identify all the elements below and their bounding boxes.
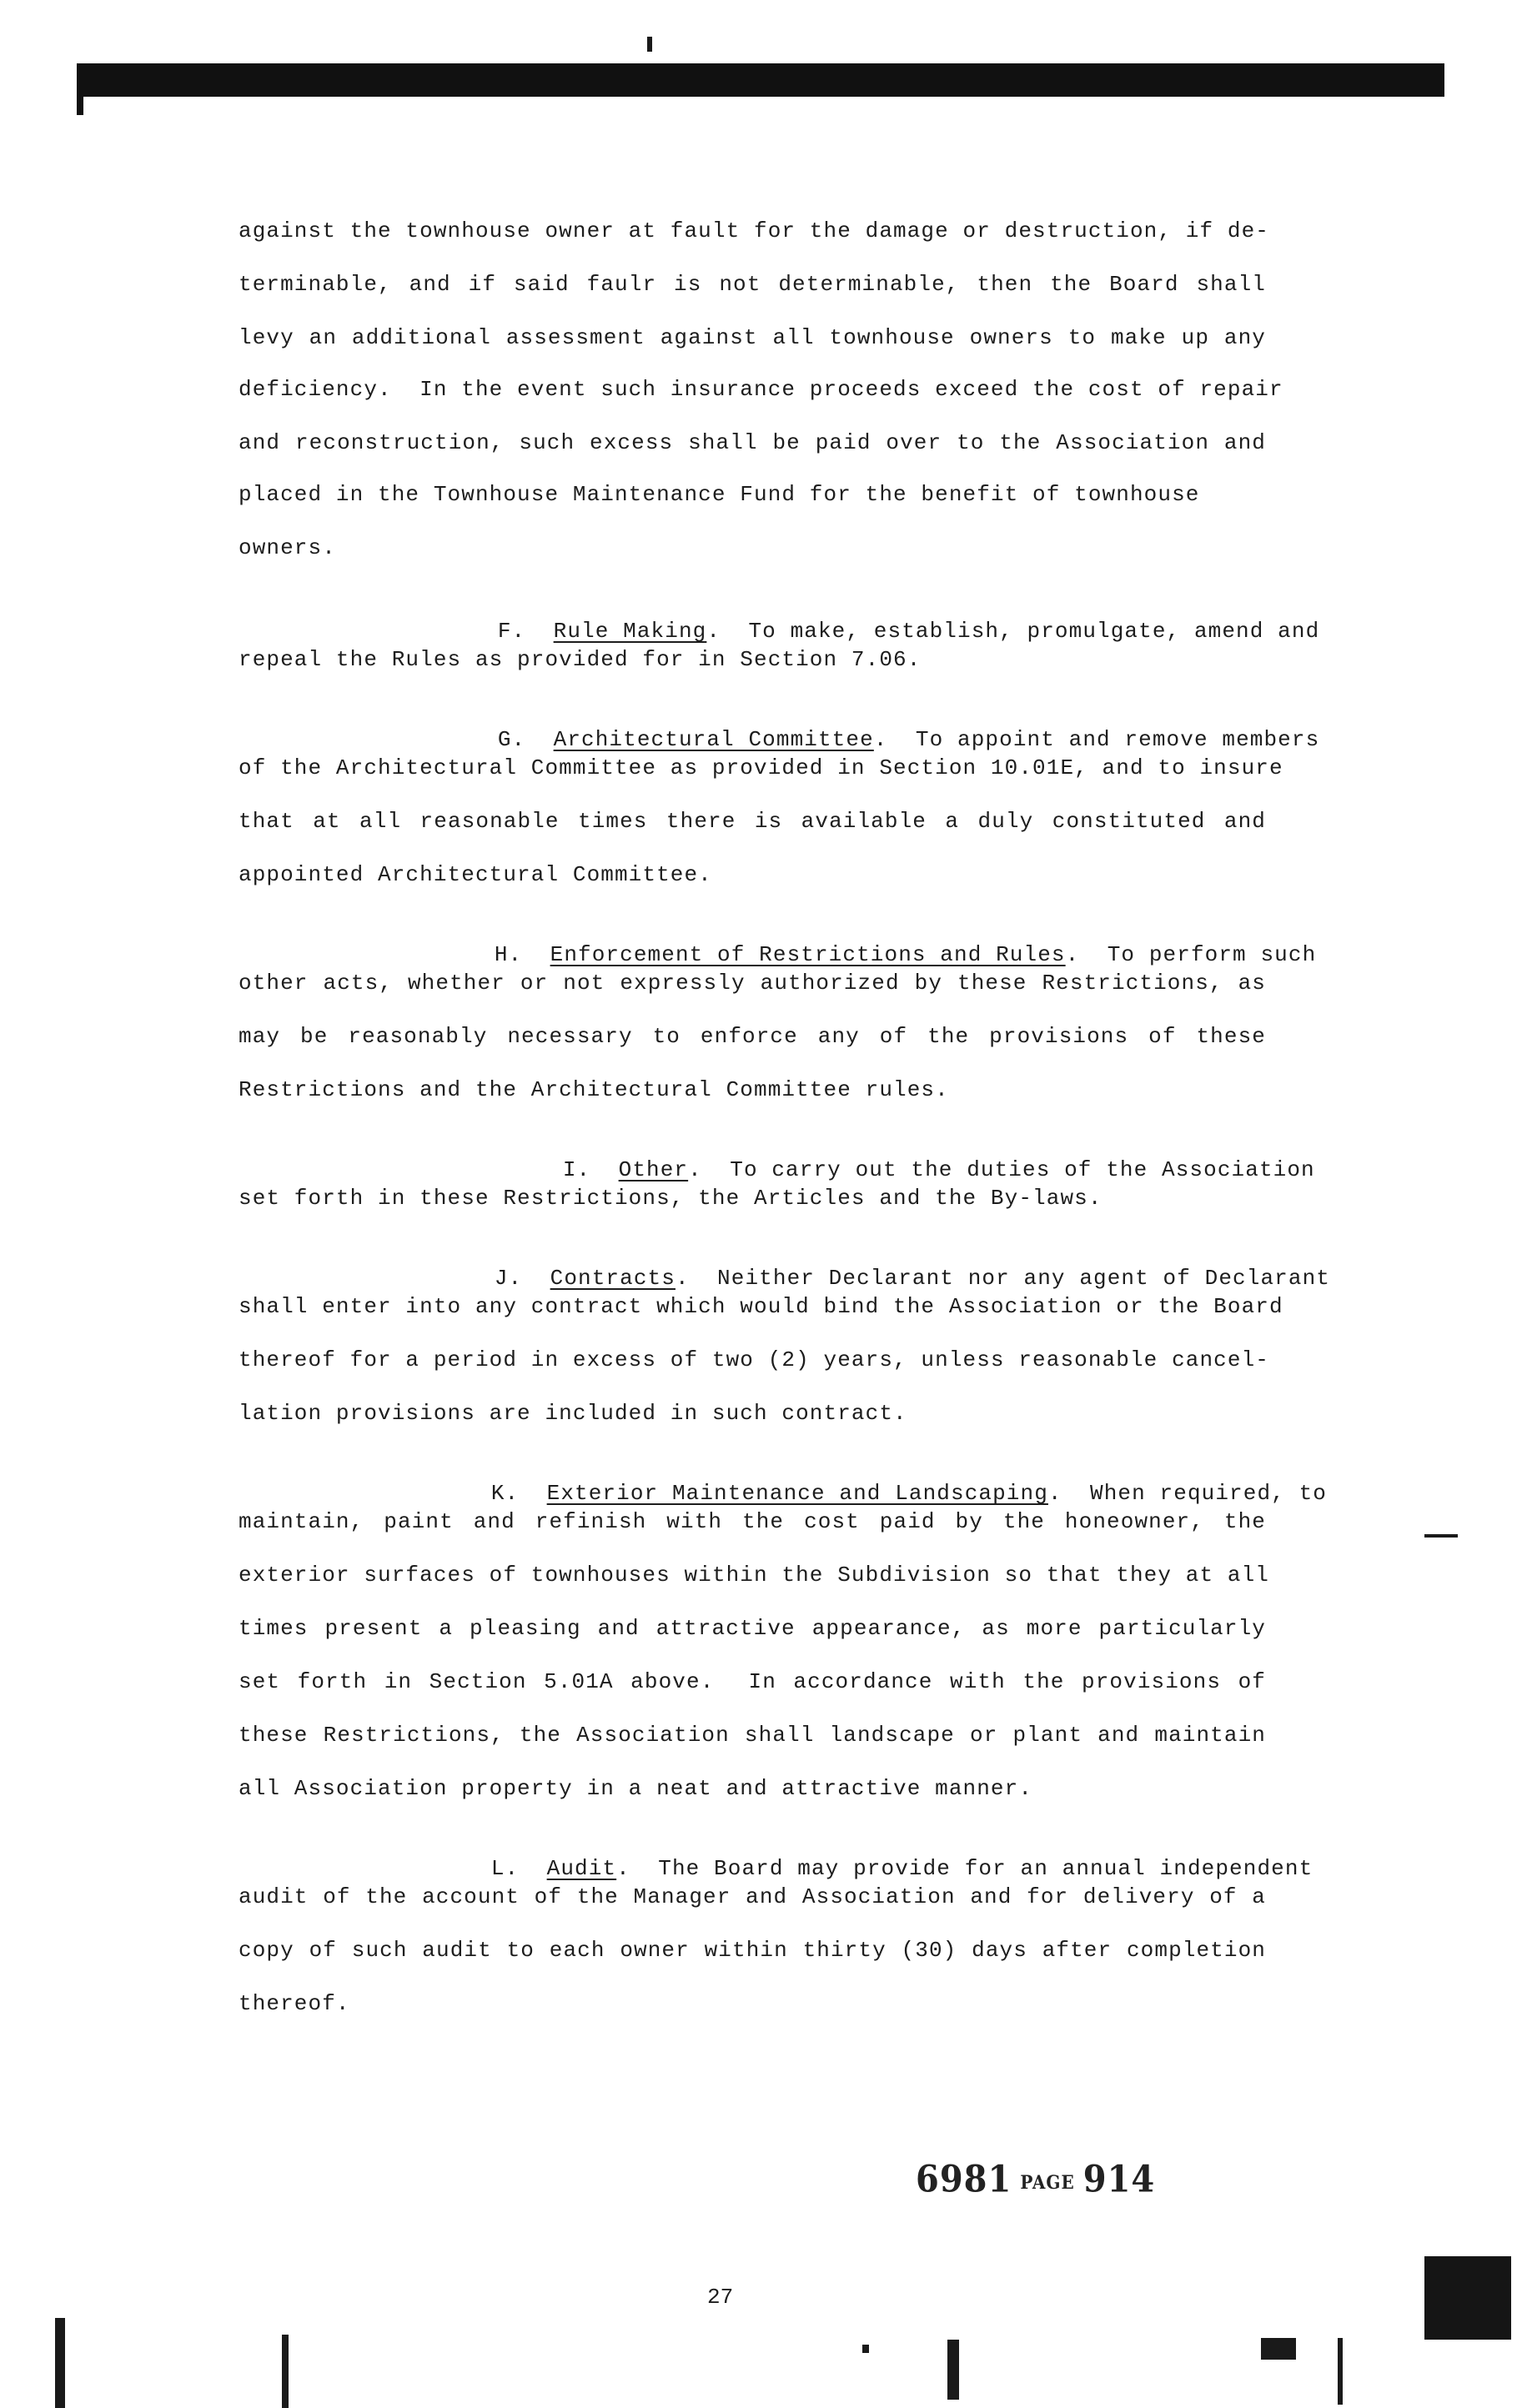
section-text: . To appoint and remove members — [873, 727, 1320, 752]
section-heading: Enforcement of Restrictions and Rules — [550, 942, 1066, 967]
text-line: audit of the account of the Manager and Association and for delivery of a — [239, 1884, 1266, 1909]
section-letter: L. — [490, 1856, 520, 1881]
scan-bottom-bar-1 — [55, 2318, 65, 2408]
text-line: all Association property in a neat and attractive manner. — [239, 1776, 1033, 1801]
text-line: owners. — [239, 535, 336, 560]
text-line: thereof. — [239, 1991, 350, 2016]
section-text: . To perform such — [1065, 942, 1317, 967]
text-line: and reconstruction, such excess shall be paid over to the Association and — [239, 430, 1266, 455]
scan-top-bar — [77, 63, 1444, 97]
text-line: levy an additional assessment against all townhouse owners to make up any — [239, 325, 1266, 350]
section-letter: G. — [497, 727, 526, 752]
text-line: placed in the Townhouse Maintenance Fund for the benefit of townhouse — [239, 482, 1200, 507]
text-line: of the Architectural Committee as provided in Section 10.01E, and to insure — [239, 755, 1283, 780]
text-line: thereof for a period in excess of two (2) years, unless reasonable cancel- — [239, 1347, 1269, 1372]
text-line: that at all reasonable times there is available a duly constituted and — [239, 809, 1266, 834]
section-heading: Rule Making — [553, 619, 707, 644]
text-line: set forth in these Restrictions, the Articles and the By-laws. — [239, 1186, 1103, 1211]
scan-corner-block — [1424, 2256, 1511, 2340]
scan-bottom-bar-5 — [1338, 2338, 1343, 2405]
text-line: these Restrictions, the Association shall landscape or plant and maintain — [239, 1723, 1266, 1748]
scan-bottom-bar-3 — [947, 2340, 959, 2400]
scan-left-edge — [77, 63, 83, 115]
section-heading: Exterior Maintenance and Landscaping — [546, 1481, 1048, 1506]
scan-bottom-bar-4 — [1261, 2338, 1296, 2360]
text-line: shall enter into any contract which would bind the Association or the Board — [239, 1294, 1283, 1319]
stamp-page-number: 914 — [1082, 2157, 1156, 2201]
section-text: . Neither Declarant nor any agent of Declarant — [675, 1266, 1330, 1291]
section-letter: F. — [497, 619, 526, 644]
section-letter: I. — [562, 1157, 591, 1182]
page-label: PAGE — [1020, 2171, 1075, 2194]
text-line: may be reasonably necessary to enforce any of the provisions of these — [239, 1024, 1266, 1049]
section-heading: Other — [618, 1157, 689, 1182]
section-text: . When required, to — [1047, 1481, 1327, 1506]
text-line: exterior surfaces of townhouses within the Subdivision so that they at all — [239, 1563, 1269, 1588]
text-line: deficiency. In the event such insurance proceeds exceed the cost of repair — [239, 377, 1283, 402]
text-line: maintain, paint and refinish with the cost paid by the honeowner, the — [239, 1509, 1266, 1534]
section-text: . The Board may provide for an annual independent — [616, 1856, 1313, 1881]
scan-bottom-dot — [862, 2345, 869, 2353]
page-number: 27 — [707, 2285, 734, 2310]
section-heading: Architectural Committee — [553, 727, 874, 752]
scan-right-dash — [1424, 1534, 1458, 1538]
text-line: repeal the Rules as provided for in Section 7.06. — [239, 647, 922, 672]
book-number: 6981 — [916, 2157, 1012, 2201]
book-page-stamp — [916, 2158, 1155, 2201]
scan-top-mark — [647, 37, 652, 52]
text-line: set forth in Section 5.01A above. In accordance with the provisions of — [239, 1669, 1266, 1694]
section-heading: Audit — [546, 1856, 617, 1881]
text-line: lation provisions are included in such contract. — [239, 1401, 907, 1426]
text-line: times present a pleasing and attractive appearance, as more particularly — [239, 1616, 1266, 1641]
text-line: Restrictions and the Architectural Committee rules. — [239, 1077, 949, 1102]
text-line: other acts, whether or not expressly authorized by these Restrictions, as — [239, 971, 1266, 996]
section-text: . To make, establish, promulgate, amend and — [706, 619, 1320, 644]
text-line: against the townhouse owner at fault for the damage or destruction, if de- — [239, 218, 1269, 243]
section-text: . To carry out the duties of the Association — [688, 1157, 1315, 1182]
text-line: copy of such audit to each owner within thirty (30) days after completion — [239, 1938, 1266, 1963]
text-line: appointed Architectural Committee. — [239, 862, 712, 887]
section-letter: K. — [490, 1481, 520, 1506]
section-letter: H. — [494, 942, 523, 967]
section-heading: Contracts — [550, 1266, 676, 1291]
scan-bottom-bar-2 — [282, 2335, 289, 2408]
text-line: terminable, and if said faulr is not determinable, then the Board shall — [239, 272, 1266, 297]
section-letter: J. — [494, 1266, 523, 1291]
